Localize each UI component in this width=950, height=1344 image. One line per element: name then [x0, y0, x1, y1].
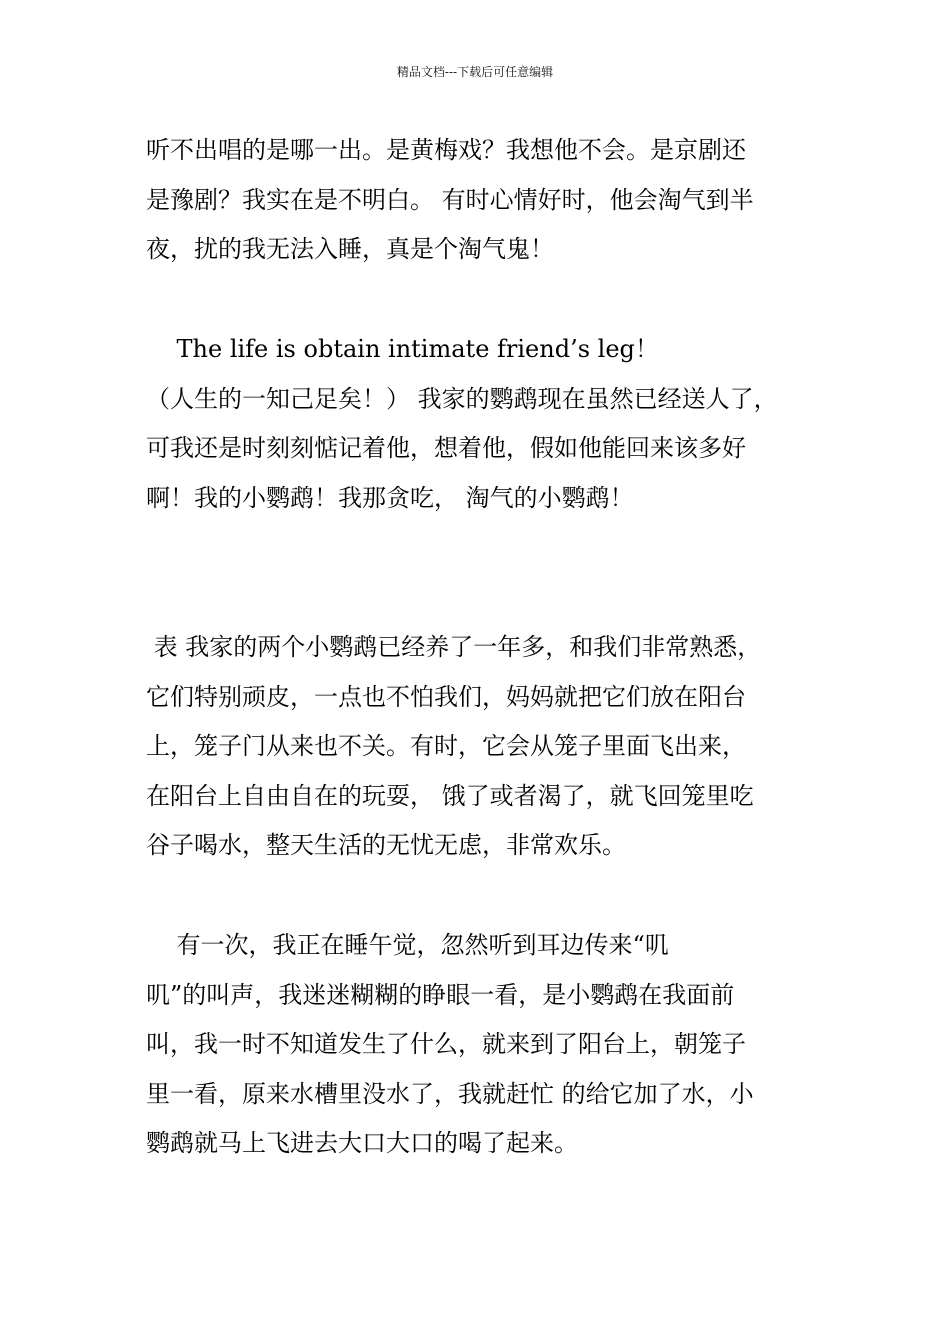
text-line: 在阳台上自由自在的玩耍， 饿了或者渴了，就飞回笼里吃: [146, 781, 754, 810]
text-line: 鹦鹉就马上飞进去大口大口的喝了起来。: [146, 1129, 578, 1157]
text-line: （人生的一知己足矣！） 我家的鹦鹉现在虽然已经送人了，: [146, 384, 778, 413]
text-line: 上，笼子门从来也不关。有时，它会从笼子里面飞出来，: [146, 732, 746, 760]
text-line: 啊！我的小鹦鹉！我那贪吃， 淘气的小鹦鹉！: [146, 483, 634, 512]
paragraph-1: [146, 126, 846, 275]
text-line: 是豫剧？我实在是不明白。 有时心情好时，他会淘气到半: [146, 185, 754, 214]
text-line: 它们特别顽皮，一点也不怕我们，妈妈就把它们放在阳台: [146, 682, 746, 711]
paragraph-4: [146, 921, 846, 1169]
paragraph-2: [146, 325, 846, 523]
text-line: 表 我家的两个小鹦鹉已经养了一年多，和我们非常熟悉，: [146, 633, 762, 661]
text-line: 可我还是时刻刻惦记着他，想着他，假如他能回来该多好: [146, 434, 746, 462]
text-line: 听不出唱的是哪一出。是黄梅戏？我想他不会。是京剧还: [146, 136, 746, 164]
text-line: 有一次，我正在睡午觉，忽然听到耳边传来“叽: [146, 931, 669, 959]
text-line: 里一看，原来水槽里没水了，我就赶忙 的给它加了水，小: [146, 1079, 754, 1108]
text-line: 夜，扰的我无法入睡，真是个淘气鬼！: [146, 235, 554, 263]
text-line: 叫，我一时不知道发生了什么，就来到了阳台上，朝笼子: [146, 1030, 746, 1058]
text-line: 谷子喝水，整天生活的无忧无虑，非常欢乐。: [146, 831, 626, 859]
paragraph-3: [146, 623, 846, 871]
text-line: 叽”的叫声，我迷迷糊糊的睁眼一看，是小鹦鹉在我面前: [146, 980, 735, 1009]
text-line: The life is obtain intimate friend’s leg！: [146, 335, 659, 363]
page-header: 精品文档---下载后可任意编辑: [396, 65, 554, 79]
